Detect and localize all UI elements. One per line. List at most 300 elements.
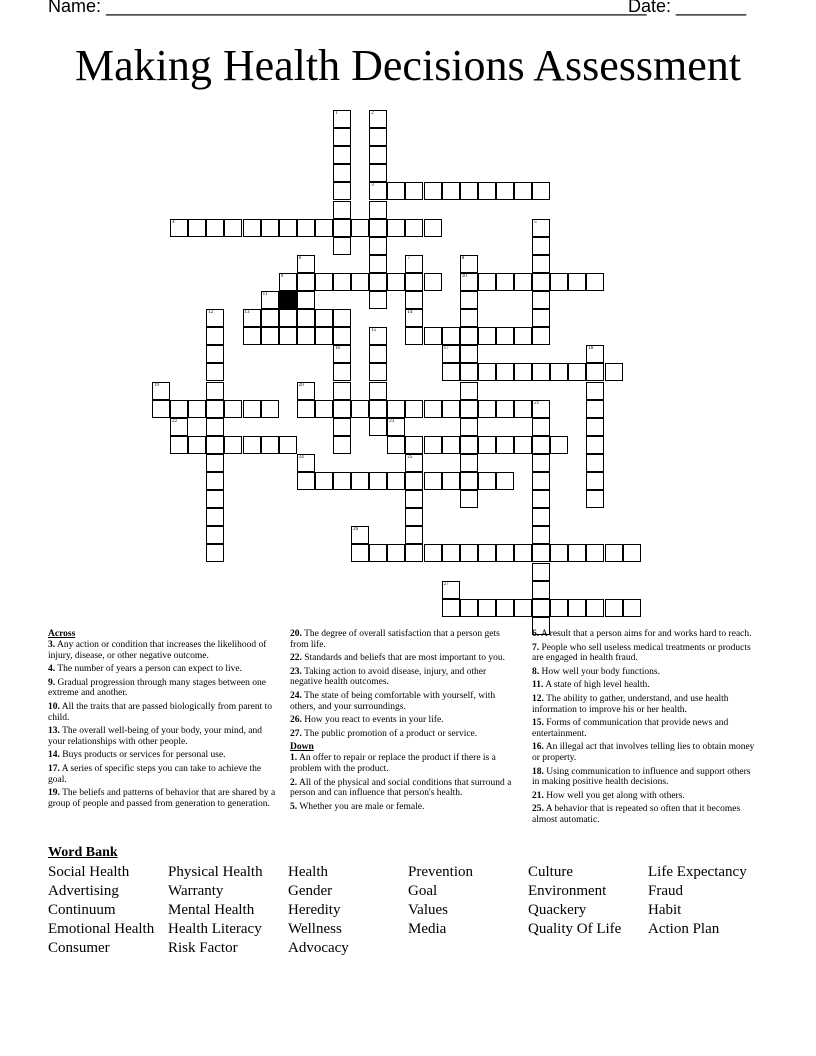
grid-cell[interactable]	[333, 363, 351, 381]
clue-text: Taking action to avoid disease, injury, and other negative health outcomes.	[290, 666, 487, 688]
grid-cell[interactable]	[224, 400, 242, 418]
grid-cell[interactable]	[568, 599, 586, 617]
grid-cell[interactable]	[496, 363, 514, 381]
word-bank-item: Habit	[648, 902, 682, 918]
down-clue	[532, 643, 760, 664]
clue-number: 8.	[532, 666, 540, 677]
grid-cell[interactable]	[279, 327, 297, 345]
down-clue	[532, 667, 760, 678]
grid-cell[interactable]	[279, 219, 297, 237]
grid-cell[interactable]	[387, 400, 405, 418]
grid-cell[interactable]	[188, 219, 206, 237]
clue-heading: Across	[48, 629, 76, 639]
name-line[interactable]: Name: ______________________________________________________	[48, 0, 647, 16]
grid-cell[interactable]	[496, 544, 514, 562]
grid-cell[interactable]	[405, 526, 423, 544]
grid-cell[interactable]	[279, 309, 297, 327]
grid-cell[interactable]	[460, 454, 478, 472]
grid-cell[interactable]	[532, 363, 550, 381]
grid-cell[interactable]	[586, 472, 604, 490]
grid-cell[interactable]	[387, 544, 405, 562]
grid-cell[interactable]	[532, 581, 550, 599]
grid-cell[interactable]	[261, 219, 279, 237]
grid-cell[interactable]	[206, 490, 224, 508]
grid-cell[interactable]	[442, 345, 460, 363]
across-clue	[290, 653, 518, 664]
grid-cell[interactable]	[442, 182, 460, 200]
across-clue	[290, 691, 518, 712]
grid-cell[interactable]	[550, 544, 568, 562]
grid-cell[interactable]	[297, 219, 315, 237]
clue-text: The beliefs and patterns of behavior that are shared by a group of people and passed from generation to generation.	[48, 788, 276, 809]
grid-cell[interactable]	[315, 309, 333, 327]
grid-cell[interactable]	[496, 400, 514, 418]
grid-cell[interactable]	[351, 400, 369, 418]
grid-cell[interactable]	[442, 363, 460, 381]
grid-cell[interactable]	[586, 273, 604, 291]
grid-cell[interactable]	[568, 363, 586, 381]
grid-cell[interactable]	[532, 472, 550, 490]
grid-cell[interactable]	[460, 182, 478, 200]
grid-cell[interactable]	[333, 436, 351, 454]
grid-cell[interactable]	[478, 436, 496, 454]
grid-cell[interactable]	[170, 400, 188, 418]
grid-cell[interactable]	[315, 400, 333, 418]
grid-cell[interactable]	[369, 345, 387, 363]
grid-cell[interactable]	[532, 454, 550, 472]
grid-cell[interactable]	[351, 526, 369, 544]
grid-cell[interactable]	[514, 400, 532, 418]
grid-cell[interactable]	[460, 490, 478, 508]
grid-cell[interactable]	[369, 363, 387, 381]
clue-number: 15.	[532, 718, 544, 729]
grid-cell[interactable]	[315, 273, 333, 291]
grid-cell[interactable]	[315, 219, 333, 237]
grid-cell[interactable]	[333, 201, 351, 219]
across-clue	[48, 750, 276, 761]
clue-number: 24.	[290, 690, 302, 701]
grid-cell[interactable]	[442, 400, 460, 418]
grid-cell[interactable]	[369, 472, 387, 490]
grid-cell[interactable]	[442, 581, 460, 599]
grid-cell[interactable]	[586, 490, 604, 508]
grid-cell[interactable]	[206, 436, 224, 454]
down-clue	[532, 742, 760, 763]
grid-cell[interactable]	[297, 382, 315, 400]
grid-cell[interactable]	[550, 599, 568, 617]
down-clue	[532, 680, 760, 691]
grid-cell[interactable]	[424, 436, 442, 454]
across-clue	[290, 715, 518, 726]
clue-number: 3	[371, 183, 374, 189]
grid-cell[interactable]	[514, 182, 532, 200]
grid-cell[interactable]	[188, 436, 206, 454]
grid-cell[interactable]	[369, 418, 387, 436]
grid-cell[interactable]	[405, 508, 423, 526]
grid-cell[interactable]	[586, 436, 604, 454]
grid-cell[interactable]	[405, 490, 423, 508]
grid-cell[interactable]	[496, 182, 514, 200]
grid-cell[interactable]	[261, 400, 279, 418]
grid-cell[interactable]	[261, 436, 279, 454]
grid-cell[interactable]	[333, 219, 351, 237]
grid-cell[interactable]	[442, 327, 460, 345]
grid-cell[interactable]	[532, 273, 550, 291]
grid-cell[interactable]	[478, 472, 496, 490]
word-bank-item: Prevention	[408, 864, 473, 880]
grid-cell[interactable]	[586, 454, 604, 472]
grid-cell[interactable]	[333, 182, 351, 200]
grid-cell[interactable]	[170, 219, 188, 237]
grid-cell[interactable]	[514, 273, 532, 291]
grid-cell[interactable]	[405, 327, 423, 345]
clue-number: 17	[443, 346, 449, 352]
grid-cell[interactable]	[206, 472, 224, 490]
grid-cell[interactable]	[369, 110, 387, 128]
clue-number: 2	[371, 111, 374, 116]
grid-cell[interactable]	[405, 309, 423, 327]
clue-number: 27.	[290, 728, 302, 739]
grid-cell[interactable]	[152, 382, 170, 400]
grid-cell[interactable]	[532, 309, 550, 327]
clue-text: Forms of communication that provide news and entertainment.	[532, 718, 729, 739]
grid-cell[interactable]	[532, 237, 550, 255]
grid-cell[interactable]	[387, 182, 405, 200]
grid-cell[interactable]	[405, 544, 423, 562]
grid-cell[interactable]	[460, 345, 478, 363]
clue-number: 15	[371, 328, 377, 334]
grid-cell[interactable]	[243, 400, 261, 418]
grid-cell[interactable]	[405, 400, 423, 418]
clue-text: A series of specific steps you can take to achieve the goal.	[48, 763, 262, 785]
grid-cell[interactable]	[532, 291, 550, 309]
grid-cell[interactable]	[478, 363, 496, 381]
grid-cell[interactable]	[369, 291, 387, 309]
grid-cell[interactable]	[605, 599, 623, 617]
grid-cell[interactable]	[586, 599, 604, 617]
word-bank-item: Health	[288, 864, 328, 880]
clue-text: The number of years a person can expect to live.	[55, 664, 242, 675]
grid-cell[interactable]	[369, 327, 387, 345]
grid-cell[interactable]	[206, 544, 224, 562]
grid-cell[interactable]	[333, 472, 351, 490]
grid-cell[interactable]	[369, 201, 387, 219]
clue-number: 12	[208, 310, 214, 316]
grid-cell[interactable]	[605, 363, 623, 381]
grid-cell[interactable]	[279, 436, 297, 454]
grid-cell[interactable]	[550, 273, 568, 291]
grid-cell[interactable]	[460, 599, 478, 617]
date-line[interactable]: Date: _______	[628, 0, 747, 16]
clues-column-2	[290, 629, 518, 815]
clue-number: 25	[407, 454, 413, 460]
grid-cell[interactable]	[243, 309, 261, 327]
grid-cell[interactable]	[532, 599, 550, 617]
grid-cell[interactable]	[333, 382, 351, 400]
grid-cell[interactable]	[514, 599, 532, 617]
grid-cell[interactable]	[496, 599, 514, 617]
grid-cell[interactable]	[387, 219, 405, 237]
clue-text: Any action or condition that increases the likelihood of injury, disease, or other negative outcome.	[48, 640, 267, 661]
grid-cell[interactable]	[369, 164, 387, 182]
grid-cell[interactable]	[297, 472, 315, 490]
grid-cell[interactable]	[586, 418, 604, 436]
word-bank-item: Advocacy	[288, 940, 349, 956]
grid-cell[interactable]	[315, 472, 333, 490]
grid-cell[interactable]	[206, 345, 224, 363]
grid-cell[interactable]	[333, 418, 351, 436]
clue-number: 16.	[532, 742, 544, 753]
clue-text: Using communication to influence and support others in making positive health decisions.	[532, 766, 751, 788]
grid-cell[interactable]	[550, 436, 568, 454]
grid-cell[interactable]	[496, 273, 514, 291]
grid-cell[interactable]	[351, 544, 369, 562]
grid-cell[interactable]	[333, 146, 351, 164]
grid-cell[interactable]	[442, 544, 460, 562]
across-clue	[48, 664, 276, 675]
grid-cell[interactable]	[586, 345, 604, 363]
across-clue	[48, 640, 276, 661]
grid-cell[interactable]	[243, 219, 261, 237]
grid-cell[interactable]	[424, 273, 442, 291]
grid-cell[interactable]	[297, 309, 315, 327]
grid-cell[interactable]	[333, 237, 351, 255]
clue-number: 24	[298, 454, 304, 460]
grid-cell[interactable]	[460, 382, 478, 400]
grid-cell[interactable]	[460, 544, 478, 562]
across-clue	[290, 629, 518, 650]
grid-cell[interactable]	[387, 273, 405, 291]
grid-cell[interactable]	[460, 363, 478, 381]
grid-cell[interactable]	[206, 363, 224, 381]
grid-cell[interactable]	[532, 182, 550, 200]
grid-cell[interactable]	[424, 219, 442, 237]
grid-cell[interactable]	[460, 291, 478, 309]
grid-cell[interactable]	[460, 309, 478, 327]
grid-cell[interactable]	[369, 237, 387, 255]
grid-cell[interactable]	[405, 255, 423, 273]
grid-cell[interactable]	[460, 273, 478, 291]
grid-cell[interactable]	[152, 400, 170, 418]
grid-cell[interactable]	[568, 544, 586, 562]
clue-number: 1.	[290, 753, 298, 764]
grid-cell[interactable]	[460, 472, 478, 490]
grid-cell[interactable]	[586, 363, 604, 381]
grid-cell[interactable]	[297, 255, 315, 273]
grid-cell[interactable]	[550, 363, 568, 381]
grid-cell[interactable]	[424, 544, 442, 562]
clue-number: 9.	[48, 677, 56, 688]
grid-cell[interactable]	[170, 418, 188, 436]
grid-cell[interactable]	[405, 291, 423, 309]
grid-cell[interactable]	[333, 345, 351, 363]
clue-number: 10.	[48, 701, 60, 712]
grid-cell[interactable]	[532, 400, 550, 418]
grid-cell[interactable]	[405, 454, 423, 472]
grid-cell[interactable]	[261, 309, 279, 327]
clue-number: 18	[588, 346, 594, 352]
grid-cell[interactable]	[369, 400, 387, 418]
grid-cell[interactable]	[532, 490, 550, 508]
grid-cell[interactable]	[424, 182, 442, 200]
grid-cell[interactable]	[279, 273, 297, 291]
clue-number: 17.	[48, 763, 60, 774]
grid-cell[interactable]	[460, 327, 478, 345]
grid-cell[interactable]	[586, 544, 604, 562]
clue-number: 11.	[532, 680, 544, 691]
grid-cell[interactable]	[351, 219, 369, 237]
grid-cell[interactable]	[478, 599, 496, 617]
grid-cell[interactable]	[351, 472, 369, 490]
grid-cell[interactable]	[532, 508, 550, 526]
grid-cell[interactable]	[333, 400, 351, 418]
grid-cell[interactable]	[478, 544, 496, 562]
grid-cell[interactable]	[532, 219, 550, 237]
clue-number: 23.	[290, 666, 302, 677]
grid-cell[interactable]	[369, 182, 387, 200]
clue-number: 18.	[532, 766, 544, 777]
grid-cell[interactable]	[514, 327, 532, 345]
grid-cell[interactable]	[297, 291, 315, 309]
clue-number: 25.	[532, 804, 544, 815]
grid-cell[interactable]	[206, 508, 224, 526]
grid-cell[interactable]	[460, 418, 478, 436]
grid-cell[interactable]	[387, 418, 405, 436]
grid-cell[interactable]	[532, 436, 550, 454]
grid-cell[interactable]	[405, 436, 423, 454]
grid-cell[interactable]	[424, 327, 442, 345]
grid-cell[interactable]	[586, 382, 604, 400]
grid-cell[interactable]	[405, 273, 423, 291]
grid-cell[interactable]	[261, 291, 279, 309]
grid-cell[interactable]	[351, 273, 369, 291]
grid-cell[interactable]	[478, 273, 496, 291]
clue-text: How well you get along with others.	[543, 790, 685, 801]
across-clue	[48, 678, 276, 699]
grid-cell[interactable]	[333, 128, 351, 146]
grid-cell[interactable]	[478, 182, 496, 200]
grid-cell[interactable]	[605, 544, 623, 562]
clue-number: 19	[154, 382, 159, 388]
grid-cell[interactable]	[297, 400, 315, 418]
word-bank-item: Quackery	[528, 902, 587, 918]
grid-cell[interactable]	[333, 110, 351, 128]
grid-cell[interactable]	[424, 400, 442, 418]
grid-cell[interactable]	[369, 273, 387, 291]
grid-cell[interactable]	[206, 418, 224, 436]
grid-cell[interactable]	[532, 255, 550, 273]
clue-number: 23	[389, 418, 395, 424]
grid-cell[interactable]	[387, 472, 405, 490]
grid-cell[interactable]	[496, 472, 514, 490]
grid-cell[interactable]	[369, 382, 387, 400]
clue-number: 14	[407, 310, 413, 316]
grid-cell[interactable]	[405, 182, 423, 200]
grid-cell[interactable]	[297, 273, 315, 291]
grid-cell[interactable]	[514, 436, 532, 454]
grid-cell[interactable]	[478, 327, 496, 345]
grid-cell[interactable]	[333, 164, 351, 182]
grid-cell[interactable]	[188, 400, 206, 418]
grid-cell[interactable]	[405, 472, 423, 490]
grid-cell[interactable]	[206, 382, 224, 400]
word-bank-item: Wellness	[288, 921, 342, 937]
grid-cell[interactable]	[315, 327, 333, 345]
grid-cell[interactable]	[369, 219, 387, 237]
grid-cell[interactable]	[206, 526, 224, 544]
grid-cell[interactable]	[460, 400, 478, 418]
grid-cell[interactable]	[206, 327, 224, 345]
grid-cell[interactable]	[532, 418, 550, 436]
grid-cell[interactable]	[460, 436, 478, 454]
grid-cell[interactable]	[586, 400, 604, 418]
across-clue	[48, 726, 276, 747]
grid-cell[interactable]	[387, 436, 405, 454]
grid-cell[interactable]	[496, 327, 514, 345]
grid-cell[interactable]	[442, 436, 460, 454]
grid-cell[interactable]	[297, 327, 315, 345]
grid-cell[interactable]	[532, 327, 550, 345]
grid-cell[interactable]	[369, 128, 387, 146]
grid-cell[interactable]	[442, 472, 460, 490]
grid-cell[interactable]	[568, 273, 586, 291]
grid-cell[interactable]	[206, 454, 224, 472]
grid-cell[interactable]	[496, 436, 514, 454]
grid-cell[interactable]	[478, 400, 496, 418]
grid-cell[interactable]	[206, 400, 224, 418]
clue-text: Whether you are male or female.	[297, 801, 425, 812]
grid-cell[interactable]	[424, 472, 442, 490]
grid-cell[interactable]	[333, 309, 351, 327]
grid-cell[interactable]	[623, 599, 641, 617]
grid-cell[interactable]	[369, 544, 387, 562]
grid-cell[interactable]	[514, 363, 532, 381]
clue-number: 19.	[48, 788, 60, 799]
grid-cell[interactable]	[532, 544, 550, 562]
grid-cell[interactable]	[460, 255, 478, 273]
grid-cell[interactable]	[297, 454, 315, 472]
grid-cell[interactable]	[532, 526, 550, 544]
clue-text: Buys products or services for personal use.	[59, 750, 226, 761]
grid-cell[interactable]	[369, 146, 387, 164]
grid-cell[interactable]	[532, 563, 550, 581]
grid-cell[interactable]	[206, 219, 224, 237]
word-bank-item: Gender	[288, 883, 333, 899]
grid-cell[interactable]	[442, 599, 460, 617]
grid-cell[interactable]	[405, 219, 423, 237]
grid-cell[interactable]	[333, 327, 351, 345]
grid-cell[interactable]	[623, 544, 641, 562]
grid-cell[interactable]	[243, 436, 261, 454]
grid-cell[interactable]	[333, 273, 351, 291]
clue-text: The state of being comfortable with yourself, with others, and your surroundings.	[290, 690, 496, 712]
word-bank-item: Advertising	[48, 883, 119, 899]
grid-cell[interactable]	[206, 309, 224, 327]
across-clue	[290, 729, 518, 740]
grid-cell[interactable]	[243, 327, 261, 345]
grid-cell[interactable]	[261, 327, 279, 345]
down-clue	[532, 718, 760, 739]
clue-text: An illegal act that involves telling lies to obtain money or property.	[532, 742, 755, 763]
grid-cell[interactable]	[224, 219, 242, 237]
clue-number: 20	[298, 382, 304, 388]
word-bank-item: Consumer	[48, 940, 110, 956]
grid-cell[interactable]	[514, 544, 532, 562]
grid-cell[interactable]	[170, 436, 188, 454]
grid-cell[interactable]	[224, 436, 242, 454]
clue-number: 27	[443, 581, 449, 587]
grid-cell[interactable]	[369, 255, 387, 273]
